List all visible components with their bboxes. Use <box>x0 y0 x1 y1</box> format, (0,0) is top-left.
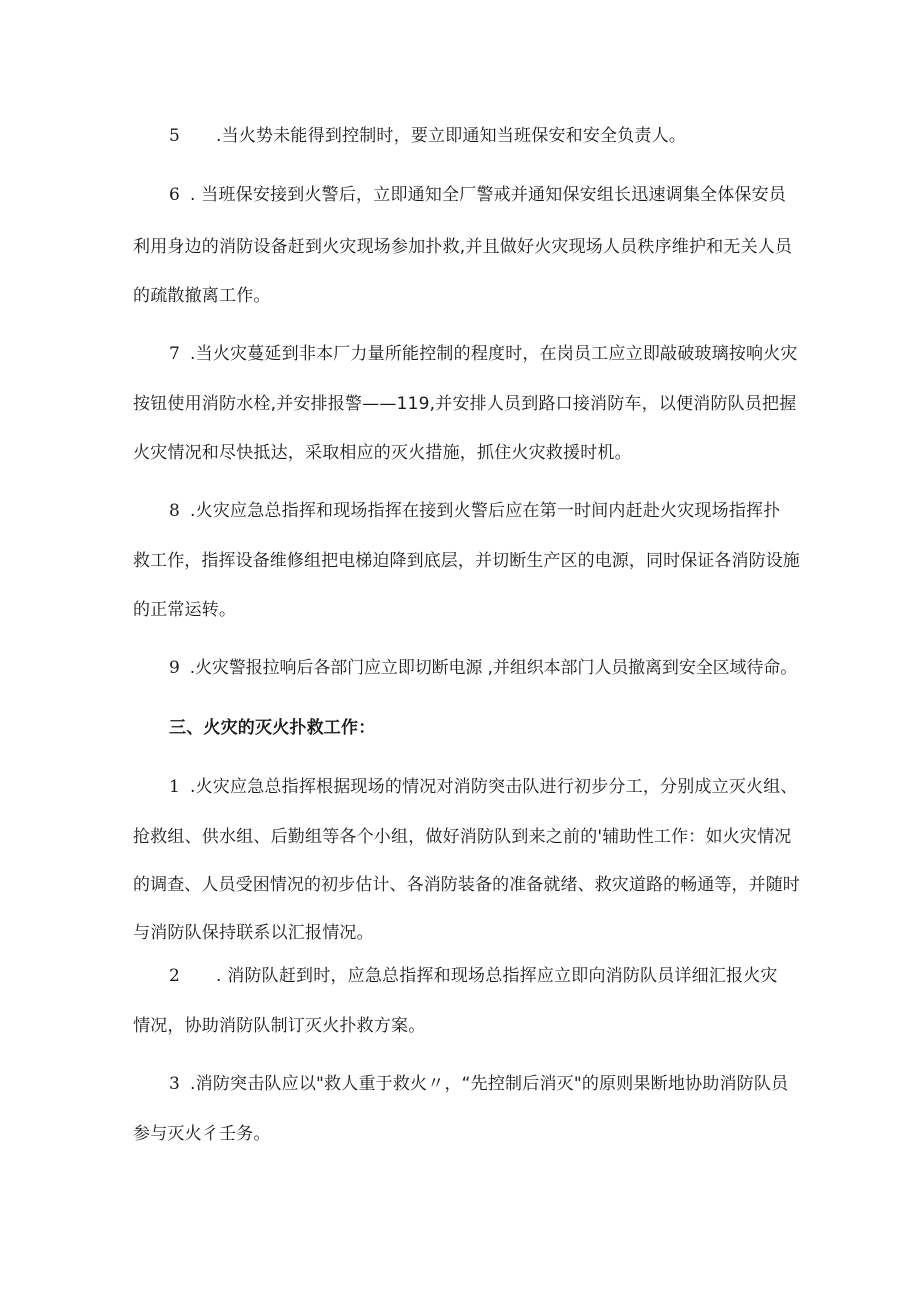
paragraph-8-line-2 <box>133 551 800 571</box>
paragraph-9-number: 9 <box>169 658 180 678</box>
section-item-1-number: 1 <box>169 777 181 797</box>
section-item-2-text-2: 情况，协助消防队制订灭火扑救方案。 <box>133 1016 426 1036</box>
section-item-1-line-1 <box>133 777 798 797</box>
paragraph-5-text: .当火势未能得到控制时，要立即通知当班保安和安全负责人。 <box>216 126 687 146</box>
paragraph-7-line-3 <box>133 443 632 463</box>
section-item-1-text-4: 与消防队保持联系以汇报情况。 <box>133 923 374 943</box>
paragraph-5-line-1 <box>133 126 686 146</box>
paragraph-7-text-1: .当火灾蔓延到非本厂力量所能控制的程度时，在岗员工应立即敲破玻璃按响火灾 <box>190 344 798 364</box>
section-item-3-text-1: .消防突击队应以"救人重于救火〃，“先控制后消灭"的原则果断地协助消防队员 <box>190 1074 789 1094</box>
paragraph-9-line-1 <box>133 658 797 678</box>
section-item-1-line-2 <box>133 827 791 847</box>
section-item-2-number: 2 <box>169 966 181 986</box>
section-heading: 三、火灾的灭火扑救工作： <box>169 718 376 738</box>
paragraph-6-line-3 <box>133 286 271 306</box>
section-item-3-number: 3 <box>169 1074 181 1094</box>
paragraph-8-line-1 <box>133 501 780 521</box>
paragraph-7-line-2 <box>133 394 796 414</box>
paragraph-7-number: 7 <box>169 344 181 364</box>
paragraph-8-text-3: 的正常运转。 <box>133 600 237 620</box>
paragraph-5-number: 5 <box>169 126 181 146</box>
paragraph-8-number: 8 <box>169 501 181 521</box>
paragraph-6-text-2: 利用身边的消防设备赶到火灾现场参加扑救,并且做好火灾现场人员秩序维护和无关人员 <box>133 237 793 257</box>
paragraph-6-text-1: . 当班保安接到火警后，立即通知全厂警戒并通知保安组长迅速调集全体保安员 <box>190 185 787 205</box>
paragraph-7-line-1 <box>133 344 798 364</box>
section-item-1-text-3: 的调查、人员受困情况的初步估计、各消防装备的准备就绪、救灾道路的畅通等，并随时 <box>133 875 800 895</box>
section-item-1-line-4 <box>133 923 374 943</box>
paragraph-6-line-2 <box>133 237 792 257</box>
section-item-2-line-2 <box>133 1016 425 1036</box>
paragraph-6-line-1 <box>133 185 786 205</box>
section-item-3-line-1 <box>133 1074 788 1094</box>
section-item-3-text-2: 参与灭火彳壬务。 <box>133 1124 271 1144</box>
paragraph-8-text-2: 救工作，指挥设备维修组把电梯迫降到底层，并切断生产区的电源，同时保证各消防设施 <box>133 551 800 571</box>
section-item-2-text-1: . 消防队赶到时，应急总指挥和现场总指挥应立即向消防队员详细汇报火灾 <box>216 966 778 986</box>
paragraph-8-line-3 <box>133 600 236 620</box>
paragraph-7-text-3: 火灾情况和尽快抵达，采取相应的灭火措施，抓住火灾救援时机。 <box>133 443 632 463</box>
paragraph-8-text-1: .火灾应急总指挥和现场指挥在接到火警后应在第一时间内赶赴火灾现场指挥扑 <box>190 501 781 521</box>
section-item-1-text-2: 抢救组、供水组、后勤组等各个小组，做好消防队到来之前的'辅助性工作：如火灾情况 <box>133 827 792 847</box>
paragraph-7-text-2: 按钮使用消防水栓,并安排报警——119,并安排人员到路口接消防车，以便消防队员把握 <box>133 394 797 414</box>
section-item-3-line-2 <box>133 1124 271 1144</box>
section-item-2-line-1 <box>133 966 778 986</box>
paragraph-6-text-3: 的疏散撤离工作。 <box>133 286 271 306</box>
paragraph-9-text: .火灾警报拉响后各部门应立即切断电源 ,并组织本部门人员撤离到安全区域待命。 <box>189 658 798 678</box>
section-item-1-line-3 <box>133 875 800 895</box>
section-item-1-text-1: .火灾应急总指挥根据现场的情况对消防突击队进行初步分工，分别成立灭火组、 <box>190 777 798 797</box>
paragraph-6-number: 6 <box>169 185 181 205</box>
